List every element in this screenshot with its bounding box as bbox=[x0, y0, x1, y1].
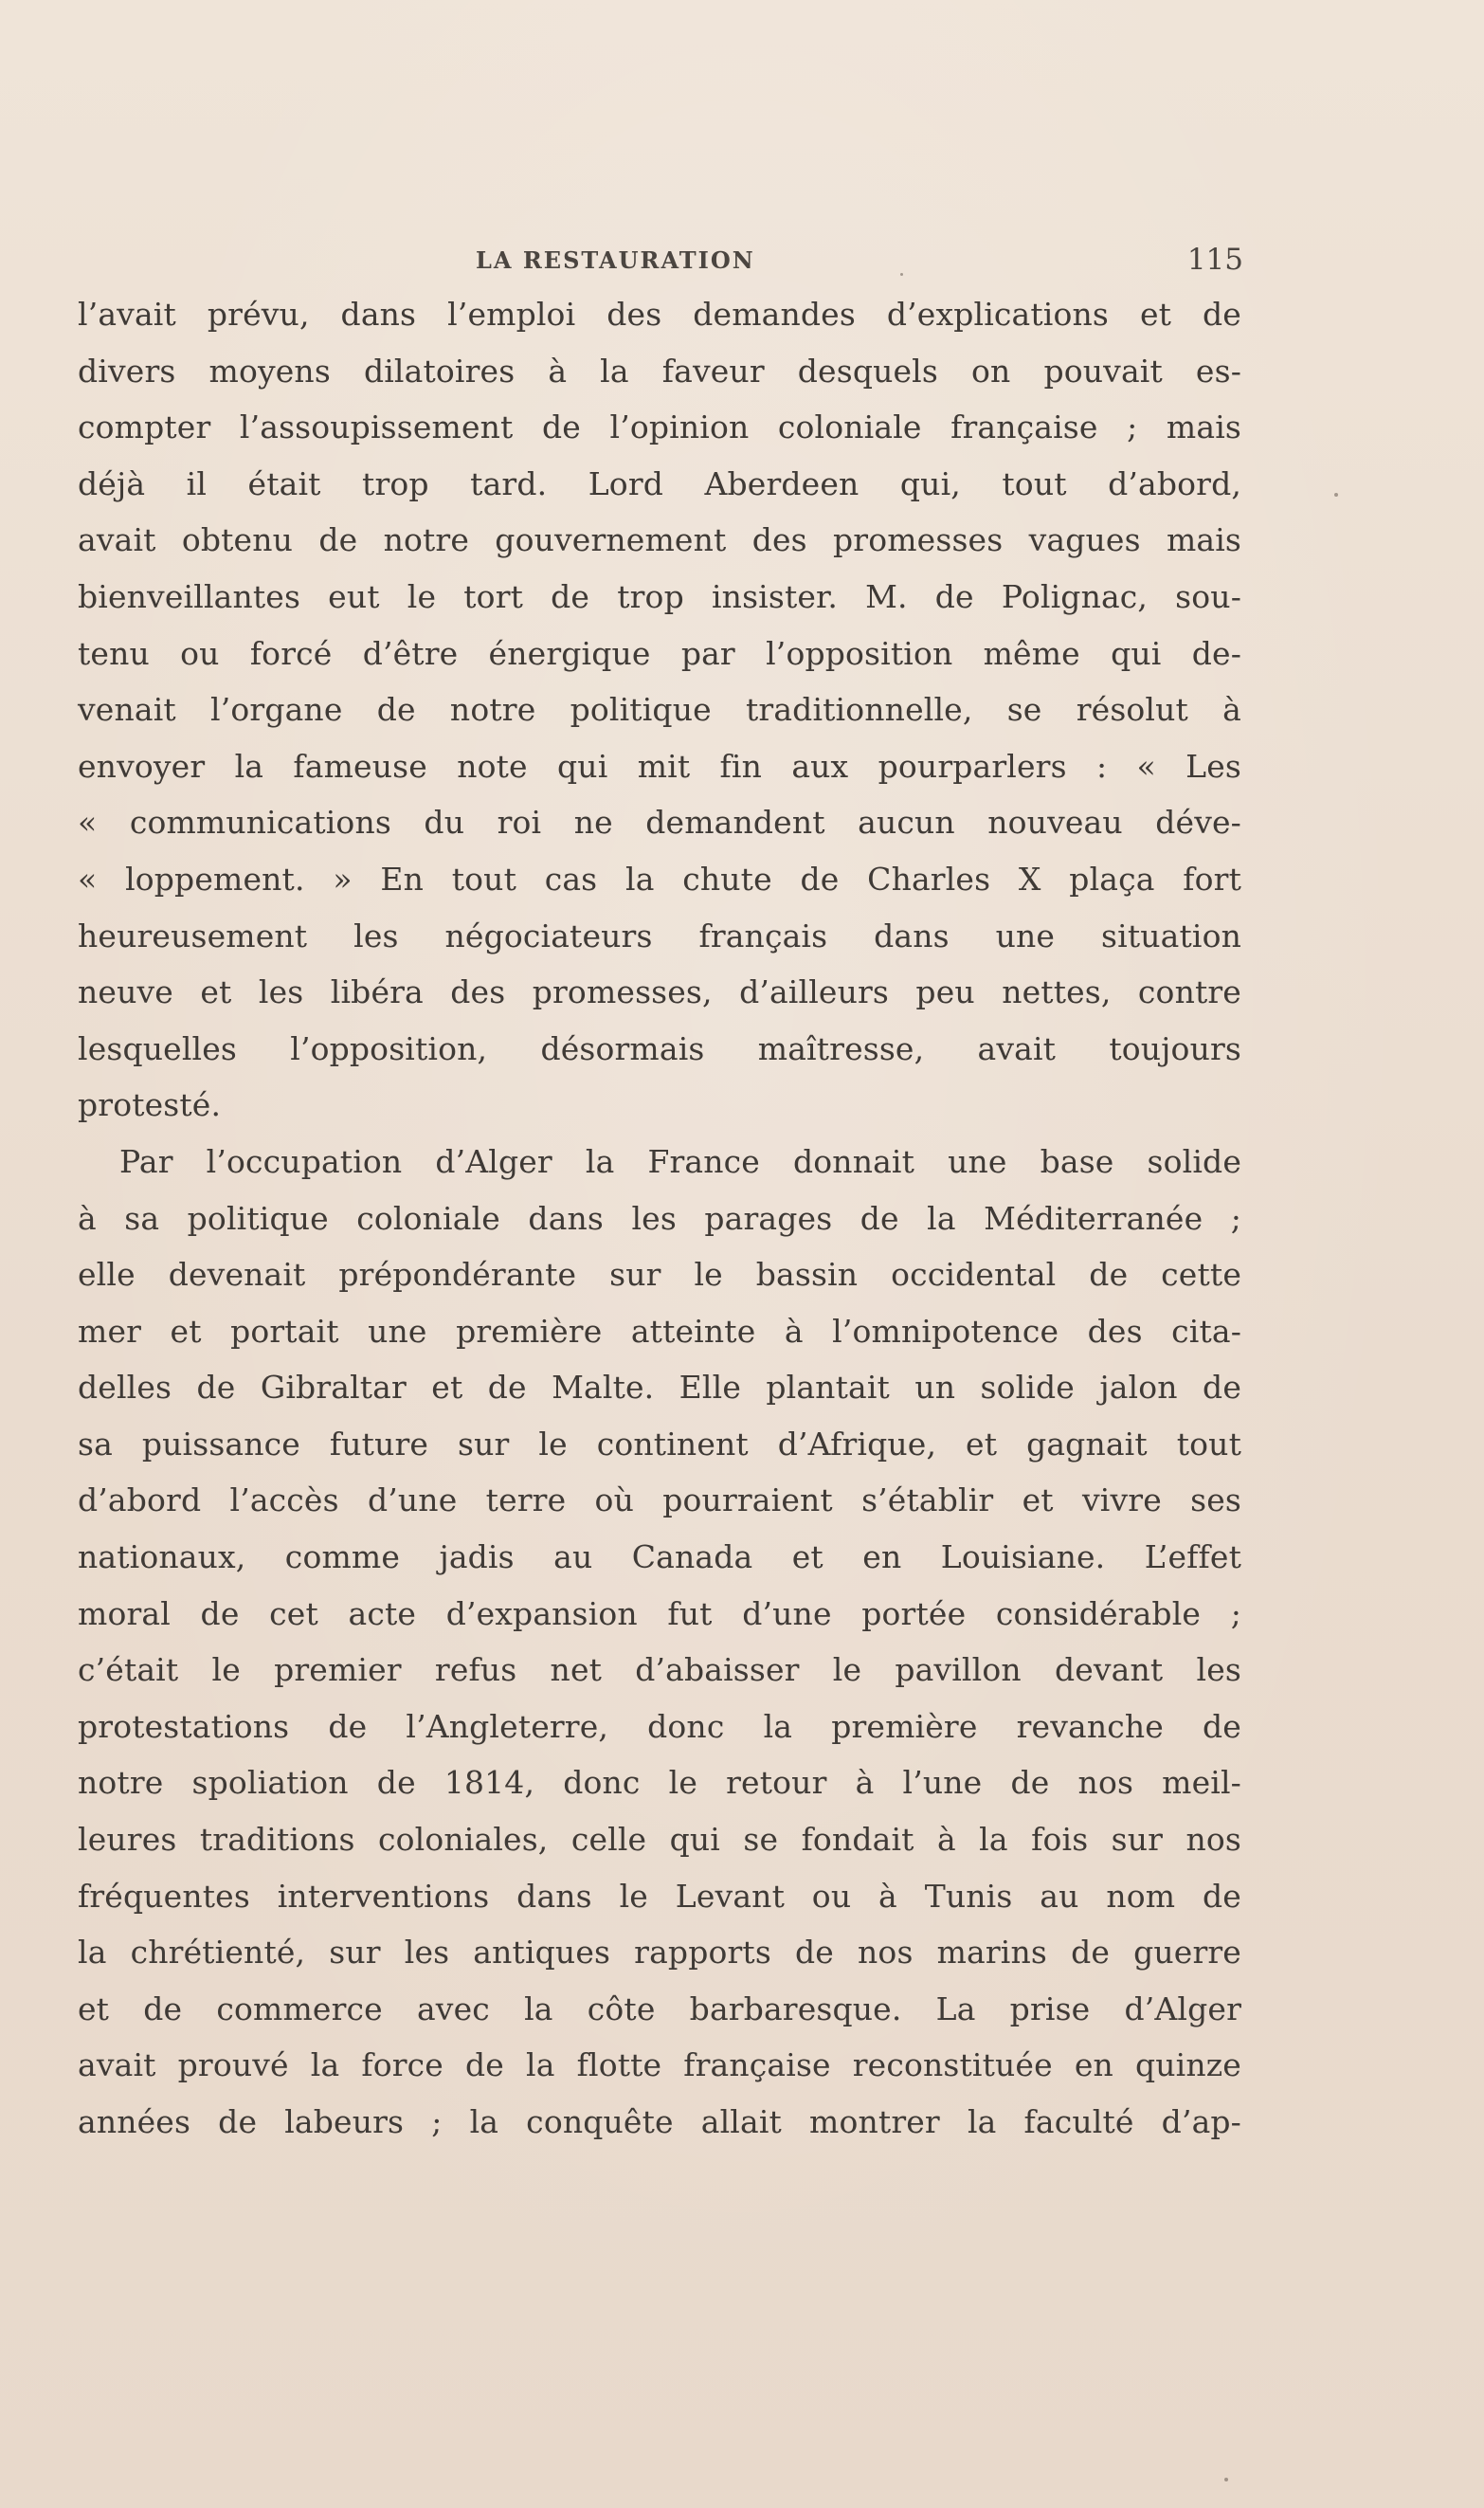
text-line: sa puissance future sur le continent d’Afrique, et gagnait tout bbox=[78, 1425, 1241, 1463]
text-line: neuve et les libéra des promesses, d’ailleurs peu nettes, contre bbox=[78, 973, 1241, 1011]
paper-speck bbox=[1334, 493, 1338, 497]
text-line: « communications du roi ne demandent aucun nouveau déve- bbox=[78, 804, 1241, 842]
text-line: protestations de l’Angleterre, donc la première revanche de bbox=[78, 1707, 1241, 1745]
body-text bbox=[78, 286, 1241, 2151]
text-line: delles de Gibraltar et de Malte. Elle plantait un solide jalon de bbox=[78, 1369, 1241, 1407]
paragraph-2 bbox=[78, 1134, 1241, 2151]
text-line: « loppement. » En tout cas la chute de Charles X plaça fort bbox=[78, 860, 1241, 898]
text-line: fréquentes interventions dans le Levant ou à Tunis au nom de bbox=[78, 1877, 1241, 1915]
text-line: la chrétienté, sur les antiques rapports de nos marins de guerre bbox=[78, 1934, 1241, 1972]
text-line: mer et portait une première atteinte à l’omnipotence des cita- bbox=[78, 1312, 1241, 1350]
text-line: bienveillantes eut le tort de trop insister. M. de Polignac, sou- bbox=[78, 577, 1241, 615]
text-line: avait obtenu de notre gouvernement des promesses vagues mais bbox=[78, 521, 1241, 559]
text-line: moral de cet acte d’expansion fut d’une portée considérable ; bbox=[78, 1594, 1241, 1632]
page-header bbox=[476, 243, 1243, 281]
running-title: LA RESTAURATION bbox=[476, 246, 755, 274]
text-line: protesté. bbox=[78, 1086, 222, 1124]
page-number: 115 bbox=[1186, 243, 1243, 277]
paper-speck bbox=[1224, 2478, 1228, 2481]
paper-speck bbox=[900, 273, 903, 276]
text-line: envoyer la fameuse note qui mit fin aux pourparlers : « Les bbox=[78, 747, 1241, 785]
text-line: années de labeurs ; la conquête allait montrer la faculté d’ap- bbox=[78, 2103, 1241, 2140]
text-line: c’était le premier refus net d’abaisser le pavillon devant les bbox=[78, 1651, 1241, 1689]
text-line: lesquelles l’opposition, désormais maîtresse, avait toujours bbox=[78, 1029, 1241, 1067]
text-line: Par l’occupation d’Alger la France donnait une base solide bbox=[119, 1142, 1241, 1180]
text-line: notre spoliation de 1814, donc le retour à l’une de nos meil- bbox=[78, 1764, 1241, 1802]
text-line: d’abord l’accès d’une terre où pourraient s’établir et vivre ses bbox=[78, 1481, 1241, 1519]
text-line: venait l’organe de notre politique traditionnelle, se résolut à bbox=[78, 691, 1241, 729]
text-line: leures traditions coloniales, celle qui se fondait à la fois sur nos bbox=[78, 1821, 1241, 1859]
text-line: elle devenait prépondérante sur le bassin occidental de cette bbox=[78, 1256, 1241, 1294]
text-line: heureusement les négociateurs français dans une situation bbox=[78, 917, 1241, 954]
paragraph-1 bbox=[78, 286, 1241, 1134]
text-line: divers moyens dilatoires à la faveur desquels on pouvait es- bbox=[78, 352, 1241, 390]
text-line: nationaux, comme jadis au Canada et en Louisiane. L’effet bbox=[78, 1538, 1241, 1576]
text-line: et de commerce avec la côte barbaresque. La prise d’Alger bbox=[78, 1990, 1241, 2027]
text-line: l’avait prévu, dans l’emploi des demandes d’explications et de bbox=[78, 296, 1241, 333]
text-line: tenu ou forcé d’être énergique par l’opposition même qui de- bbox=[78, 634, 1241, 672]
text-line: à sa politique coloniale dans les parages de la Méditerranée ; bbox=[78, 1199, 1241, 1237]
text-line: avait prouvé la force de la flotte française reconstituée en quinze bbox=[78, 2046, 1241, 2084]
text-line: compter l’assoupissement de l’opinion coloniale française ; mais bbox=[78, 409, 1241, 446]
text-line: déjà il était trop tard. Lord Aberdeen qui, tout d’abord, bbox=[78, 464, 1241, 502]
